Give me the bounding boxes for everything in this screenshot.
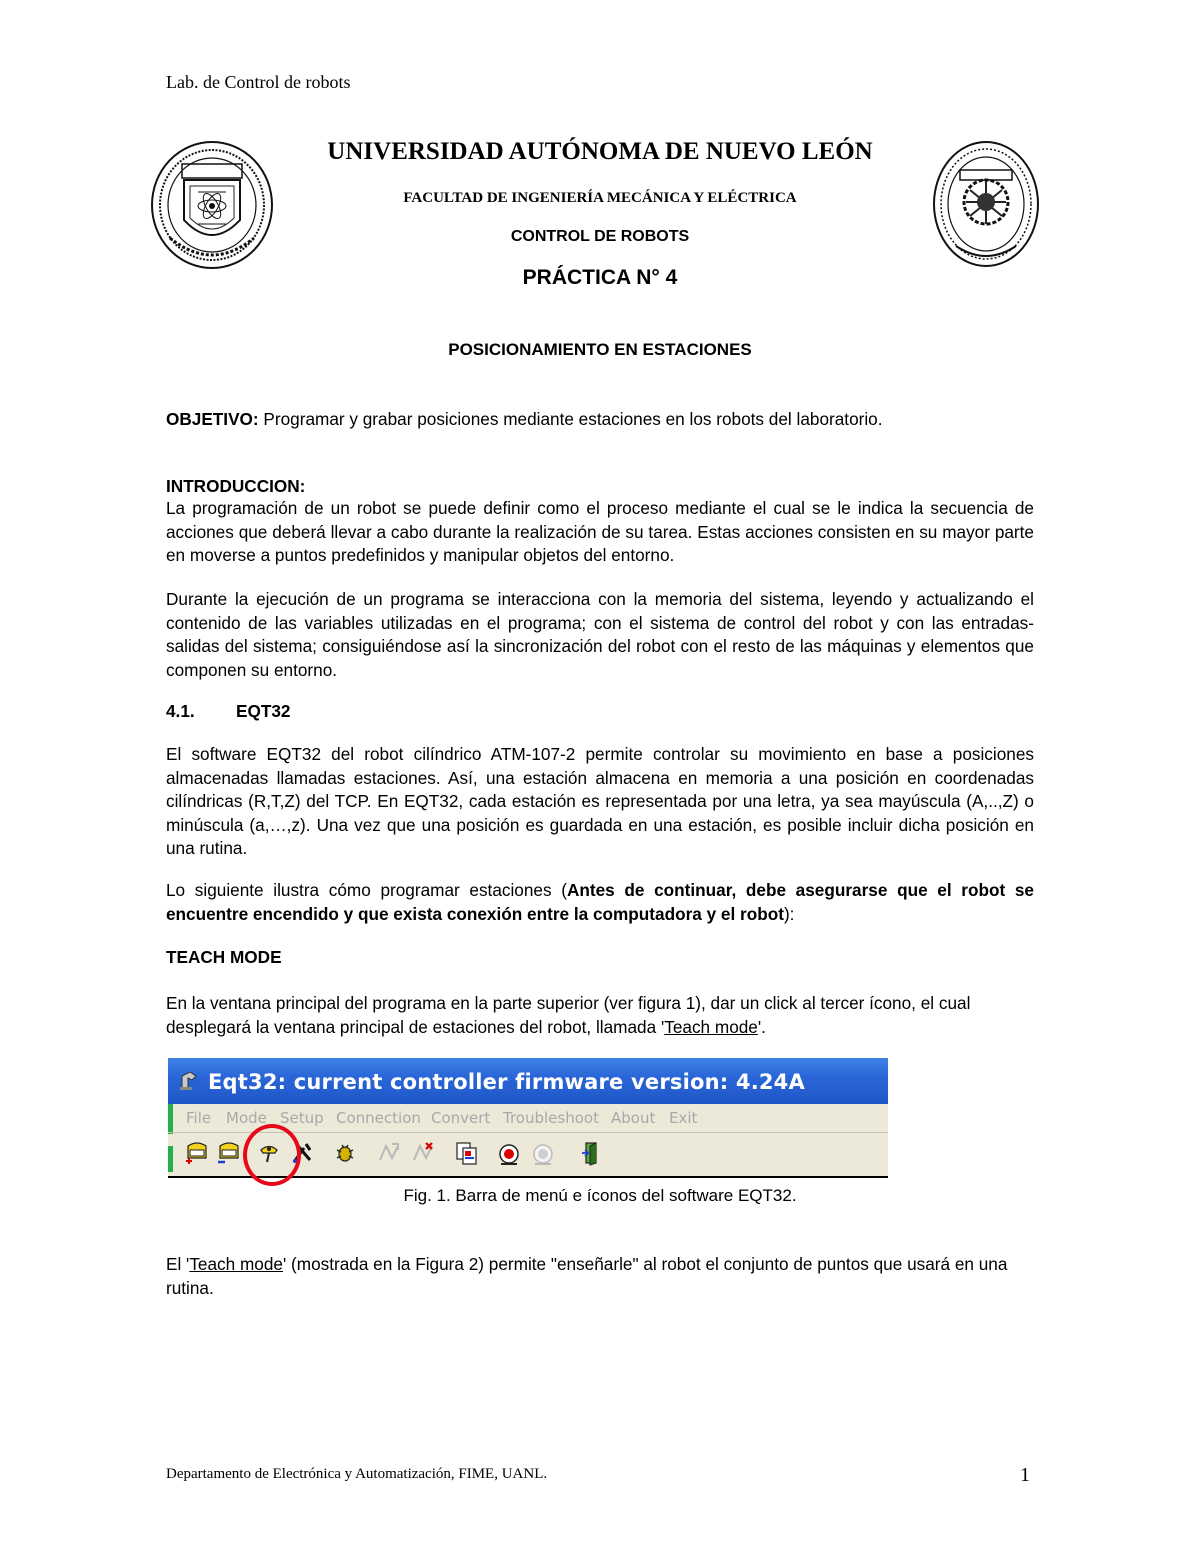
bug-icon[interactable] — [330, 1138, 360, 1168]
running-header: Lab. de Control de robots — [166, 72, 351, 92]
teach-mode-heading: TEACH MODE — [166, 947, 282, 967]
introduction-heading: INTRODUCCION: — [166, 476, 306, 496]
eqt32-paragraph-1: El software EQT32 del robot cilíndrico ATM-107-2 permite controlar su movimiento en base a posiciones almacenadas llamadas estaciones. Así, una estación almacena en memoria a una posición en coordenadas cilíndricas (R,T,Z) del TCP. En EQT32, cada estación es representada por una letra, ya sea mayúscula (A,..,Z) o minúscula (a,…,z). Una vez que una posición es guardada en una estación, es posible incluir dicha posición en una rutina. — [166, 744, 1034, 859]
teach-icon-highlight-circle — [243, 1124, 301, 1186]
robot-app-icon — [178, 1068, 202, 1092]
window-title: Eqt32: current controller firmware version: 4.24A — [208, 1070, 805, 1094]
eqt32-p2-end: ): — [783, 903, 795, 924]
teach-mode-paragraph-2 — [166, 1253, 1034, 1300]
figure-1-caption: Fig. 1. Barra de menú e íconos del software EQT32. — [403, 1186, 797, 1205]
page-number: 1 — [1020, 1464, 1030, 1486]
menu-convert[interactable]: Convert — [431, 1109, 491, 1127]
section-title: EQT32 — [236, 701, 291, 721]
alarm-icon[interactable] — [494, 1138, 524, 1168]
course-name: CONTROL DE ROBOTS — [510, 228, 690, 245]
teach-p1-end: '. — [757, 1016, 766, 1037]
menu-about[interactable]: About — [611, 1109, 656, 1127]
objective-paragraph — [166, 408, 1034, 432]
section-heading — [166, 700, 1034, 724]
copy-file-icon[interactable] — [452, 1138, 482, 1168]
introduction-paragraph-2: Durante la ejecución de un programa se interacciona con la memoria del sistema, leyendo y actualizando el contenido de las variables utilizadas en el programa; con el sistema de control del robot y con las entradas-salidas del sistema; consiguiéndose así la sincronización del robot con el resto de las máquinas y elementos que componen su entorno. — [166, 589, 1034, 680]
university-name: UNIVERSIDAD AUTÓNOMA DE NUEVO LEÓN — [327, 138, 873, 165]
teach-p2-start: El ' — [166, 1254, 190, 1274]
teach-p1-start: En la ventana principal del programa en la parte superior (ver figura 1), dar un click al tercer ícono, el cual desplegará la ventana principal de estaciones del robot, llamada ' — [166, 993, 971, 1037]
run-routine-icon[interactable] — [374, 1138, 404, 1168]
introduction-paragraph-1: La programación de un robot se puede definir como el proceso mediante el cual se le indica la secuencia de acciones que deberá llevar a cabo durante la realización de su tarea. Estas acciones consisten en su mayor parte en moverse a puntos predefinidos y manipular objetos del entorno. — [166, 498, 1034, 566]
menu-connection[interactable]: Connection — [336, 1109, 421, 1127]
teach-mode-paragraph-1 — [166, 992, 1034, 1039]
practice-topic: POSICIONAMIENTO EN ESTACIONES — [448, 340, 752, 359]
teach-mode-term: Teach mode — [189, 1254, 283, 1274]
disabled-alarm-icon[interactable] — [528, 1138, 558, 1168]
objective-text: Programar y grabar posiciones mediante estaciones en los robots del laboratorio. — [258, 409, 883, 429]
exit-door-icon[interactable] — [576, 1138, 606, 1168]
menu-troubleshoot[interactable]: Troubleshoot — [503, 1109, 599, 1127]
teach-mode-term: Teach mode — [664, 1016, 758, 1037]
teach-p2-end: ' (mostrada en la Figura 2) permite "enseñarle" al robot el conjunto de puntos que usará en una rutina. — [166, 1254, 1008, 1298]
objective-label: OBJETIVO: — [166, 409, 259, 429]
practice-title: PRÁCTICA N° 4 — [522, 266, 678, 289]
menu-exit[interactable]: Exit — [669, 1109, 698, 1127]
save-station-icon[interactable] — [214, 1138, 244, 1168]
eqt32-paragraph-2 — [166, 879, 1034, 926]
window-titlebar — [168, 1058, 888, 1104]
section-number: 4.1. — [166, 701, 195, 721]
menu-setup[interactable]: Setup — [280, 1109, 324, 1127]
stop-routine-icon[interactable] — [408, 1138, 438, 1168]
open-station-icon[interactable] — [182, 1138, 212, 1168]
menu-file[interactable]: File — [186, 1109, 212, 1127]
faculty-name: FACULTAD DE INGENIERÍA MECÁNICA Y ELÉCTRICA — [403, 190, 797, 206]
eqt32-p2-warning: Antes de continuar, debe asegurarse que el robot se encuentre encendido y que exista conexión entre la computadora y el robot — [166, 880, 1034, 924]
menu-mode[interactable]: Mode — [226, 1109, 267, 1127]
page-footer: Departamento de Electrónica y Automatización, FIME, UANL. — [166, 1466, 548, 1482]
eqt32-p2-start: Lo siguiente ilustra cómo programar estaciones ( — [166, 880, 567, 900]
